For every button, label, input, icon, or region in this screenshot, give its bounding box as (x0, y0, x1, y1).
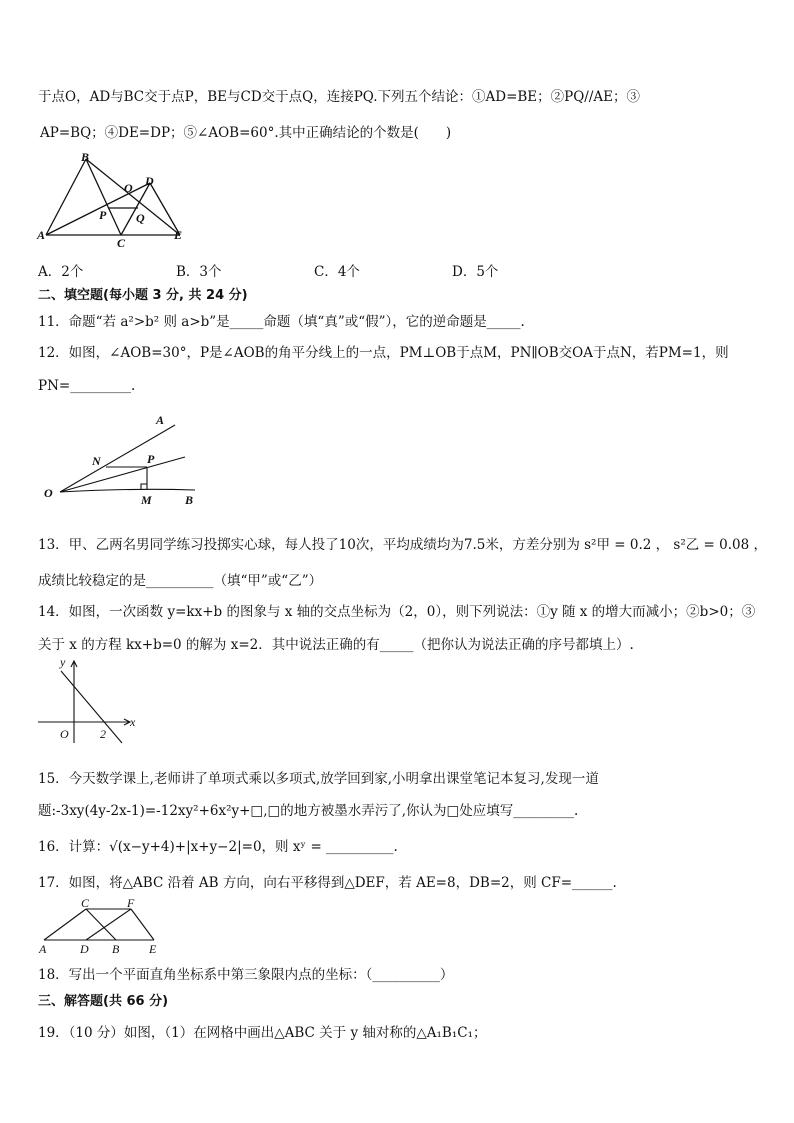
q12-line2: PN=_________. (38, 378, 136, 394)
q15-line2: 题:-3xy(4y-2x-1)=-12xy²+6x²y+□,□的地方被墨水弄污了,你认为□处应填写_________. (38, 803, 579, 819)
q10-label-e: E (174, 228, 183, 242)
q12-label-n: N (92, 454, 101, 468)
q10-label-p: P (99, 208, 107, 222)
q10-option-c[interactable]: C．4个 (314, 264, 360, 280)
q10-option-b[interactable]: B．3个 (176, 264, 222, 280)
q17-label-c: C (81, 896, 90, 910)
q10-line1: 于点O，AD与BC交于点P，BE与CD交于点Q，连接PQ.下列五个结论：①AD=BE；②PQ//AE；③ (38, 89, 641, 105)
q12-label-a: A (156, 413, 165, 427)
q13-line1: 13．甲、乙两名男同学练习投掷实心球，每人投了10次，平均成绩均为7.5米，方差分别为 s²甲 = 0.2 ， s²乙 = 0.08 ， (38, 537, 767, 553)
q19-text: 19．（10 分）如图，（1）在网格中画出△ABC 关于 y 轴对称的△A₁B₁C₁； (38, 1025, 487, 1041)
q14-label-x: x (130, 715, 136, 729)
q17-label-b: B (112, 942, 120, 956)
q15-line1: 15．今天数学课上,老师讲了单项式乘以多项式,放学回到家,小明拿出课堂笔记本复习,发现一道 (38, 771, 599, 787)
q17-text: 17．如图，将△ABC 沿着 AB 方向，向右平移得到△DEF，若 AE=8，DB=2，则 CF=______. (38, 875, 617, 891)
q14-label-two: 2 (100, 727, 106, 741)
section-title-solve: 三、解答题(共 66 分) (38, 994, 169, 1009)
q14-figure (36, 655, 146, 745)
q10-option-a[interactable]: A．2个 (38, 264, 84, 280)
q14-line2: 关于 x 的方程 kx+b=0 的解为 x=2．其中说法正确的有_____（把你认为说法正确的序号都填上）. (38, 637, 634, 653)
q13-line2: 成绩比较稳定的是__________（填“甲”或“乙”） (38, 573, 323, 589)
q10-label-c: C (117, 236, 126, 248)
q17-label-f: F (127, 896, 135, 910)
q14-line1: 14．如图，一次函数 y=kx+b 的图象与 x 轴的交点坐标为（2，0），则下列说法：①y 随 x 的增大而减小；②b>0；③ (38, 604, 756, 620)
q10-label-q: Q (136, 211, 145, 225)
q10-label-b: B (81, 150, 90, 164)
q10-line2: AP=BQ；④DE=DP；⑤∠AOB=60°.其中正确结论的个数是( ) (40, 125, 452, 141)
q10-label-d: D (145, 174, 154, 188)
q14-label-origin: O (60, 727, 69, 741)
q12-label-p: P (147, 452, 155, 466)
section-title-fill-in: 二、填空题(每小题 3 分, 共 24 分) (38, 288, 248, 303)
q17-label-d: D (80, 942, 89, 956)
q18-text: 18．写出一个平面直角坐标系中第三象限内点的坐标：（__________） (38, 967, 454, 983)
q11-text: 11．命题“若 a²>b² 则 a>b”是_____命题（填“真”或“假”），它的逆命题是_____. (38, 314, 525, 330)
q16-text: 16．计算：√(x−y+4)+|x+y−2|=0，则 xʸ = __________. (38, 839, 398, 855)
q17-label-a: A (39, 942, 47, 956)
q12-label-o: O (44, 486, 53, 500)
q12-line1: 12．如图，∠AOB=30°，P是∠AOB的角平分线上的一点，PM⊥OB于点M，PN∥OB交OA于点N，若PM=1，则 (38, 345, 729, 361)
q14-label-y: y (60, 655, 66, 669)
q17-label-e: E (149, 942, 157, 956)
q10-label-a: A (37, 228, 46, 242)
q12-figure (40, 410, 210, 510)
q12-label-m: M (141, 493, 152, 507)
q12-label-b: B (185, 493, 194, 507)
q10-label-o: O (124, 181, 133, 195)
q10-figure (36, 148, 196, 248)
q17-figure (36, 896, 166, 956)
q10-option-d[interactable]: D．5个 (452, 264, 499, 280)
